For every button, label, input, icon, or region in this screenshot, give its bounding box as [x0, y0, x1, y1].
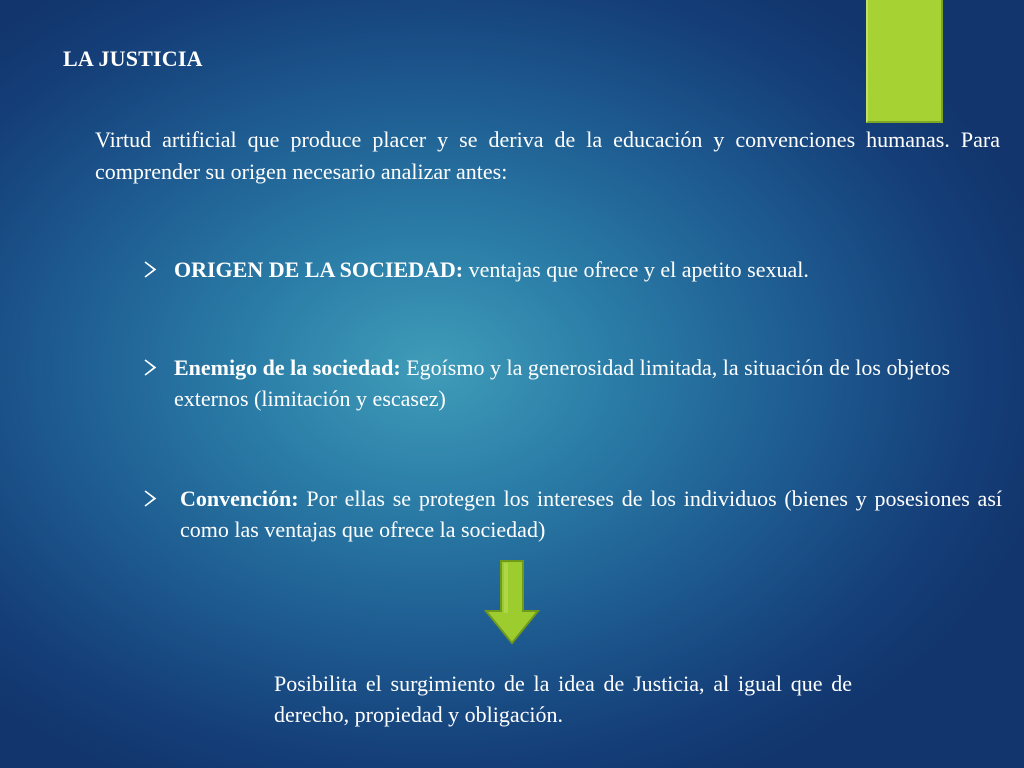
bullet-text [180, 483, 1002, 545]
arrowhead-bullet-icon [140, 352, 162, 383]
conclusion-paragraph: Posibilita el surgimiento de la idea de Justicia, al igual que de derecho, propiedad y obligación. [274, 671, 852, 727]
arrowhead-bullet-icon [140, 483, 162, 514]
bullet-body: Por ellas se protegen los intereses de los individuos (bienes y posesiones así como las ventajas que ofrece la sociedad) [180, 486, 1002, 542]
slide-title: LA JUSTICIA [63, 46, 203, 71]
bullet-body: Egoísmo y la generosidad limitada, la situación de los objetos externos (limitación y escasez) [174, 355, 951, 411]
bullet-heading: Convención: [180, 486, 299, 511]
bullet-text [174, 352, 1000, 414]
down-arrow-icon [484, 559, 540, 645]
bullet-heading: ORIGEN DE LA SOCIEDAD: [174, 257, 464, 282]
intro-paragraph: Virtud artificial que produce placer y se deriva de la educación y convenciones humanas. Para comprender su origen necesario analizar antes: [95, 127, 1000, 184]
bullet-text [174, 254, 1000, 285]
arrowhead-bullet-icon [140, 254, 162, 285]
green-accent-bar [866, 0, 943, 123]
bullet-body: ventajas que ofrece y el apetito sexual. [463, 257, 809, 282]
bullet-heading: Enemigo de la sociedad: [174, 355, 401, 380]
